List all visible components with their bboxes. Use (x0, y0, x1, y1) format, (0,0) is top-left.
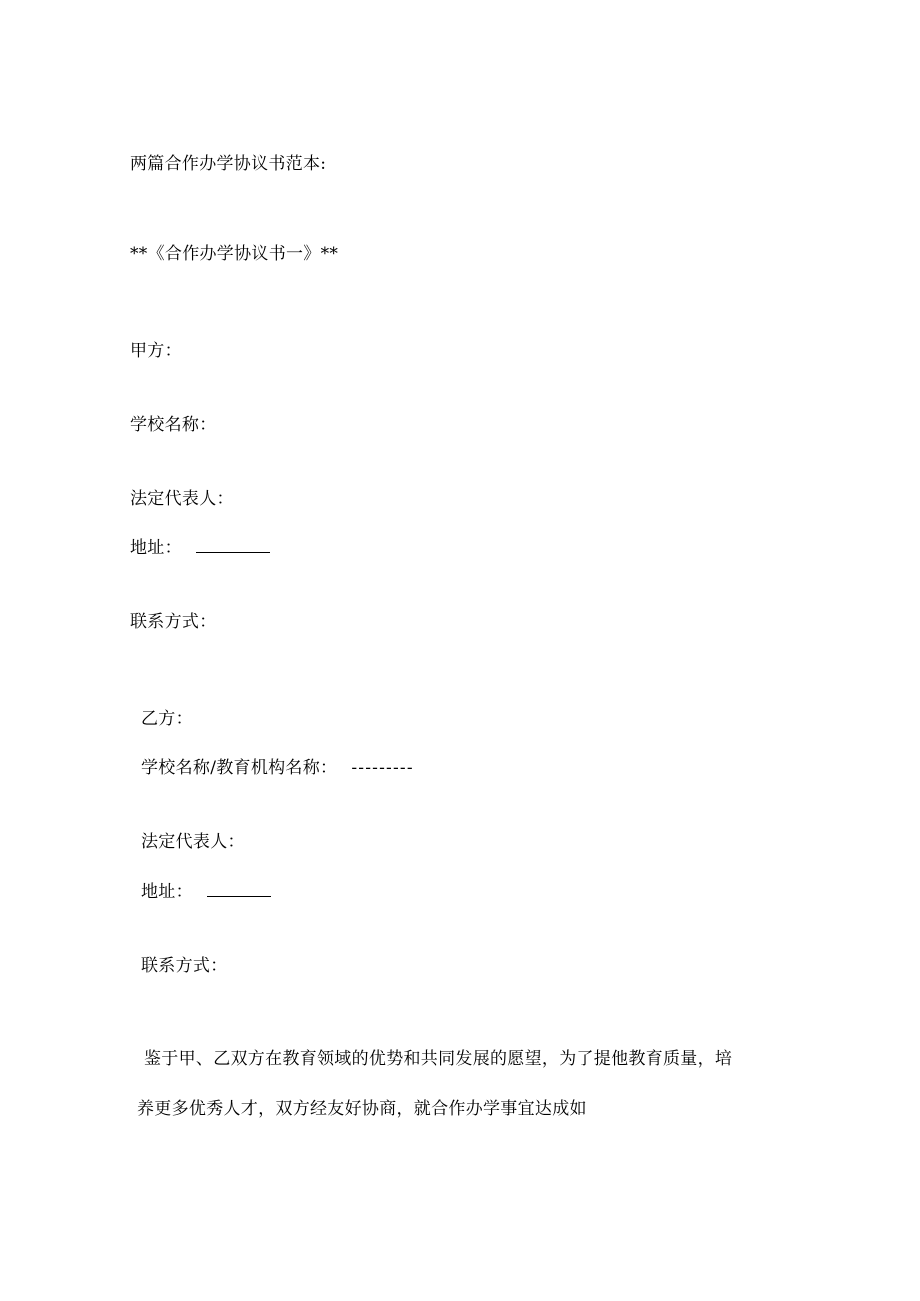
party-b-school-name-label: 学校名称/教育机构名称： (141, 758, 338, 778)
paragraph-line-1: 鉴于甲、乙双方在教育领域的优势和共同发展的愿望，为了提他教育质量，培 (144, 1049, 733, 1069)
party-b-legal-rep: 法定代表人： (141, 832, 245, 852)
party-b-contact: 联系方式： (141, 956, 228, 976)
party-b-address-row (141, 882, 271, 902)
document-heading: 两篇合作办学协议书范本: (130, 154, 327, 174)
party-a-legal-rep: 法定代表人： (130, 489, 234, 509)
party-a-school-name: 学校名称： (130, 415, 217, 435)
party-a-label: 甲方： (130, 341, 182, 361)
party-a-address-blank (196, 551, 270, 553)
party-b-school-name-blank: --------- (351, 758, 414, 778)
party-b-address-label: 地址： (141, 882, 193, 902)
party-a-contact: 联系方式： (130, 612, 217, 632)
party-a-address-row (130, 538, 270, 558)
agreement-subtitle: **《合作办学协议书一》** (130, 244, 339, 264)
party-b-address-blank (207, 895, 271, 897)
party-b-label: 乙方： (141, 709, 193, 729)
party-a-address-label: 地址： (130, 538, 182, 558)
paragraph-line-2: 养更多优秀人才，双方经友好协商，就合作办学事宜达成如 (137, 1099, 587, 1119)
party-b-school-name-row (141, 758, 414, 778)
